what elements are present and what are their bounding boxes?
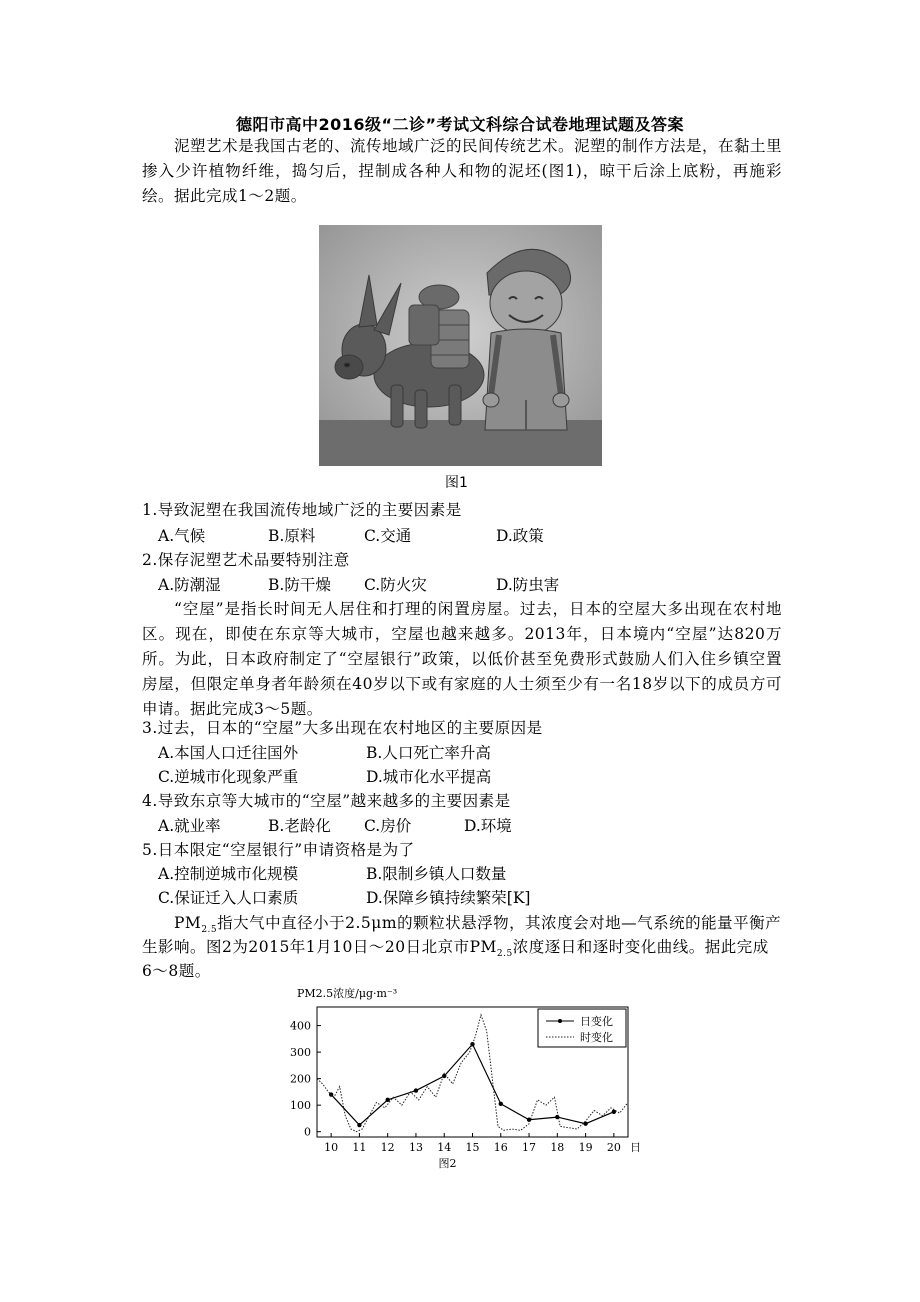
question-5-option-b: B.限制乡镇人口数量 xyxy=(366,865,507,883)
intro-paragraph-3-line-3: 6～8题。 xyxy=(142,962,211,980)
question-2-stem: 2.保存泥塑艺术品要特别注意 xyxy=(142,551,350,569)
x-tick-label: 13 xyxy=(408,1141,423,1154)
question-4-option-c: C.房价 xyxy=(364,817,412,835)
question-5-stem: 5.日本限定“空屋银行”申请资格是为了 xyxy=(142,841,415,859)
x-tick-label: 18 xyxy=(550,1141,565,1154)
x-tick-label: 15 xyxy=(465,1141,480,1154)
question-3-option-c: C.逆城市化现象严重 xyxy=(158,768,299,786)
x-tick-label: 11 xyxy=(352,1141,367,1154)
question-2-option-a: A.防潮湿 xyxy=(158,576,221,594)
x-tick-label: 20 xyxy=(606,1141,621,1154)
legend-daily-label: 日变化 xyxy=(580,1015,613,1028)
question-5-option-d: D.保障乡镇持续繁荣[K] xyxy=(366,889,531,907)
x-tick-label: 12 xyxy=(380,1141,395,1154)
x-axis-unit: 日 xyxy=(630,1141,641,1154)
question-4-option-a: A.就业率 xyxy=(158,817,221,835)
question-3-option-d: D.城市化水平提高 xyxy=(366,768,492,786)
intro-paragraph-3-line-1: $PM_{2.5}$指大气中直径小于2.5μm的颗粒状悬浮物，其浓度会对地—气系统的能量平衡产 xyxy=(174,914,782,936)
daily-point xyxy=(357,1123,361,1127)
question-1-option-d: D.政策 xyxy=(496,527,544,545)
y-tick-label: 200 xyxy=(290,1072,311,1086)
daily-point xyxy=(499,1102,503,1106)
daily-point xyxy=(583,1122,587,1126)
y-tick-label: 100 xyxy=(290,1099,311,1113)
daily-point xyxy=(612,1110,616,1114)
y-tick-label: 400 xyxy=(290,1019,311,1033)
question-4-option-b: B.老龄化 xyxy=(268,817,331,835)
daily-point xyxy=(414,1088,418,1092)
question-3-option-b: B.人口死亡率升高 xyxy=(366,744,491,762)
question-5-option-a: A.控制逆城市化规模 xyxy=(158,865,299,883)
chart-caption: 图2 xyxy=(438,1157,457,1170)
question-1-stem: 1.导致泥塑在我国流传地域广泛的主要因素是 xyxy=(142,501,462,519)
question-4-option-d: D.环境 xyxy=(464,817,512,835)
legend-hourly-label: 时变化 xyxy=(580,1031,613,1044)
daily-point xyxy=(470,1042,474,1046)
intro-paragraph-3-line-2: 生影响。图2为2015年1月10日～20日北京市$PM_{2.5}$浓度逐日和逐时变化曲线。据此完成 xyxy=(142,938,769,960)
x-tick-label: 19 xyxy=(578,1141,593,1154)
y-axis-label: PM2.5浓度/μg·m⁻³ xyxy=(297,987,398,1000)
document-title: 德阳市高中2016级“二诊”考试文科综合试卷地理试题及答案 xyxy=(235,115,685,134)
question-5-option-c: C.保证迁入人口素质 xyxy=(158,889,299,907)
series-line-daily xyxy=(331,1044,614,1125)
question-3-stem: 3.过去，日本的“空屋”大多出现在农村地区的主要原因是 xyxy=(142,719,543,737)
y-tick-label: 300 xyxy=(290,1046,311,1060)
daily-point xyxy=(385,1098,389,1102)
y-tick-label: 0 xyxy=(304,1125,311,1139)
x-tick-label: 10 xyxy=(324,1141,339,1154)
question-2-option-b: B.防干燥 xyxy=(268,576,331,594)
x-tick-label: 17 xyxy=(522,1141,537,1154)
child-figure xyxy=(483,249,571,430)
question-1-option-b: B.原料 xyxy=(268,527,316,545)
intro-paragraph-2: “空屋”是指长时间无人居住和打理的闲置房屋。过去，日本的空屋大多出现在农村地区。现在，即使在东京等大城市，空屋也越来越多。2013年，日本境内“空屋”达820万所。为此，日本政府制定了“空屋银行”政策，以低价甚至免费形式鼓励人们入住乡镇空置房屋，但限定单身者年龄须在40岁以下或有家庭的人士须至少有一名18岁以下的成员方可申请。据此完成3～5题。 xyxy=(142,600,782,718)
question-2-option-c: C.防火灾 xyxy=(364,576,427,594)
question-2-option-d: D.防虫害 xyxy=(496,576,560,594)
x-tick-label: 14 xyxy=(437,1141,452,1154)
figure-1-clay-sculpture-photo xyxy=(319,225,602,466)
question-1-option-c: C.交通 xyxy=(364,527,412,545)
question-1-option-a: A.气候 xyxy=(158,527,206,545)
x-tick-label: 16 xyxy=(493,1141,508,1154)
question-4-stem: 4.导致东京等大城市的“空屋”越来越多的主要因素是 xyxy=(142,792,511,810)
question-3-option-a: A.本国人口迁往国外 xyxy=(158,744,299,762)
figure-2-pm25-chart xyxy=(280,975,650,1175)
figure-1-caption: 图1 xyxy=(445,475,468,491)
intro-paragraph-1: 泥塑艺术是我国古老的、流传地域广泛的民间传统艺术。泥塑的制作方法是，在黏土里掺入少许植物纤维，捣匀后，捏制成各种人和物的泥坯(图1)，晾干后涂上底粉，再施彩绘。据此完成1～2题。 xyxy=(142,137,783,205)
legend-daily-dot xyxy=(558,1019,562,1023)
